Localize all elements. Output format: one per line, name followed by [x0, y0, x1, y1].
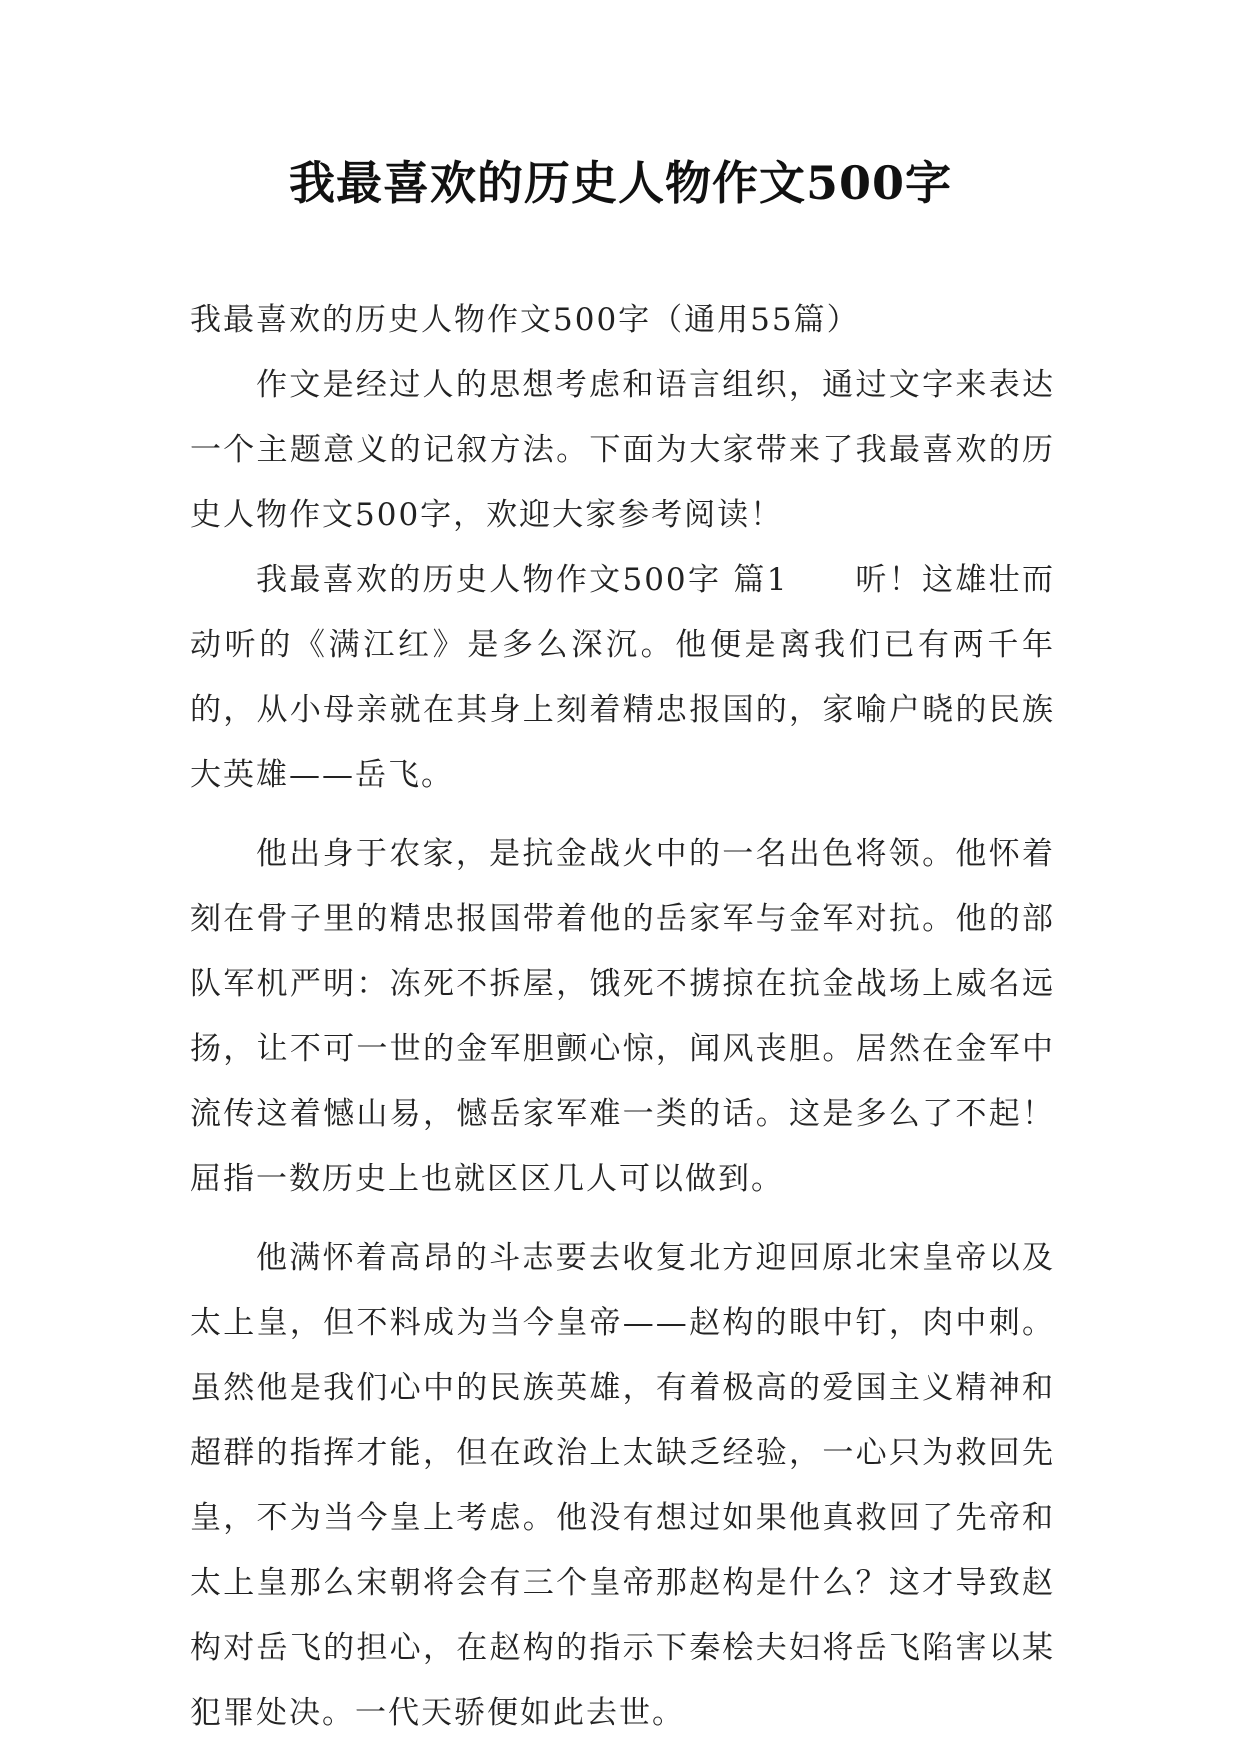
- document-title: 我最喜欢的历史人物作文500字: [288, 156, 953, 210]
- intro-paragraph: 作文是经过人的思想考虑和语言组织，通过文字来表达一个主题意义的记叙方法。下面为大家带来了我最喜欢的历史人物作文500字，欢迎大家参考阅读！: [190, 367, 1055, 533]
- body-paragraph-3: 他满怀着高昂的斗志要去收复北方迎回原北宋皇帝以及太上皇，但不料成为当今皇帝——赵构的眼中钉，肉中刺。虽然他是我们心中的民族英雄，有着极高的爱国主义精神和超群的指挥才能，但在政治上太缺乏经验，一心只为救回先皇，不为当今皇上考虑。他没有想过如果他真救回了先帝和太上皇那么宋朝将会有三个皇帝那赵构是什么？这才导致赵构对岳飞的担心，在赵构的指示下秦桧夫妇将岳飞陷害以某犯罪处决。一代天骄便如此去世。: [190, 1240, 1055, 1731]
- document-body: [190, 288, 1055, 1746]
- body-paragraph-1: 我最喜欢的历史人物作文500字 篇1 听！这雄壮而动听的《满江红》是多么深沉。他便是离我们已有两千年的，从小母亲就在其身上刻着精忠报国的，家喻户晓的民族大英雄——岳飞。: [190, 562, 1055, 793]
- body-paragraph-2: 他出身于农家，是抗金战火中的一名出色将领。他怀着刻在骨子里的精忠报国带着他的岳家军与金军对抗。他的部队军机严明：冻死不拆屋，饿死不掳掠在抗金战场上威名远扬，让不可一世的金军胆颤心惊，闻风丧胆。居然在金军中流传这着憾山易，憾岳家军难一类的话。这是多么了不起！屈指一数历史上也就区区几人可以做到。: [190, 836, 1055, 1197]
- document-subtitle: 我最喜欢的历史人物作文500字（通用55篇）: [190, 302, 860, 338]
